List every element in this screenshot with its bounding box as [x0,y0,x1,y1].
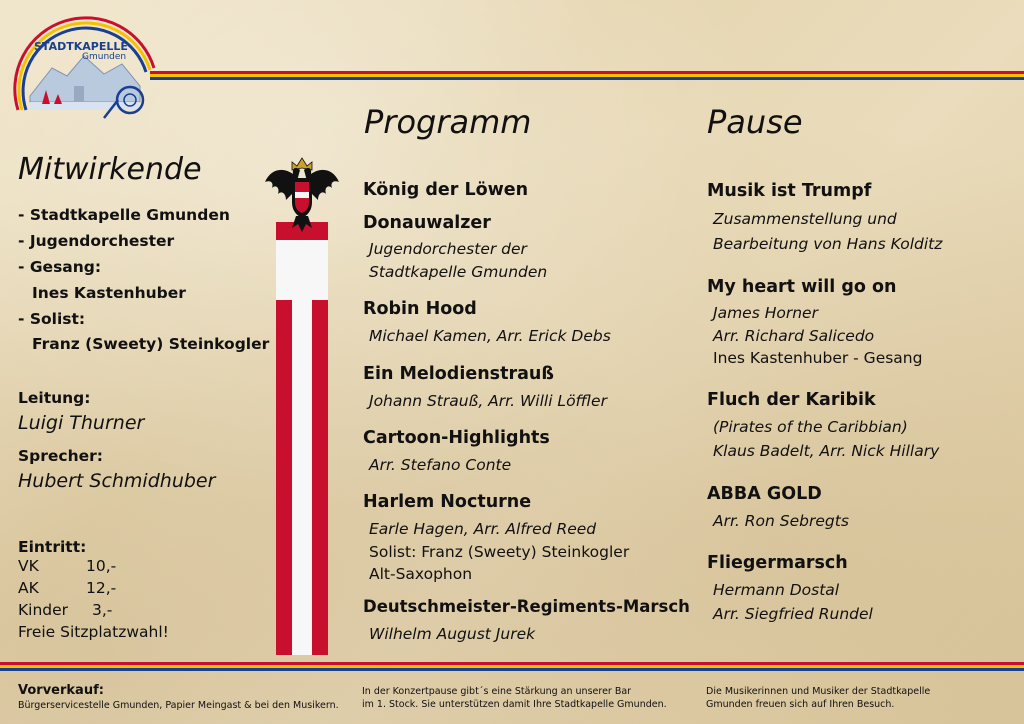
pause-title: ABBA GOLD [707,484,822,504]
vorverkauf-text: Bürgerservicestelle Gmunden, Papier Meingast & bei den Musikern. [18,700,339,711]
heading-programm: Programm [364,103,532,141]
programm-title: Cartoon-Highlights [363,428,550,448]
footer-vorverkauf [18,683,339,712]
heading-mitwirkende: Mitwirkende [18,152,202,187]
pause-detail: Bearbeitung von Hans Kolditz [713,235,943,253]
top-color-stripes [150,71,1024,80]
pause-title: Fliegermarsch [707,553,848,573]
programm-title: Donauwalzer [363,213,491,233]
programm-detail: Wilhelm August Jurek [369,625,536,643]
programm-title: Ein Melodienstrauß [363,364,554,384]
footer-bar-note [362,685,667,711]
greeting-line: Die Musikerinnen und Musiker der Stadtkapelle [706,686,931,697]
programm-detail: Solist: Franz (Sweety) Steinkogler [369,543,630,561]
programm-title: König der Löwen [363,180,529,200]
logo-horn-icon [12,6,158,130]
programm-detail: Alt-Saxophon [369,565,473,583]
greeting-line: Gmunden freuen sich auf Ihren Besuch. [706,699,895,710]
pause-detail: James Horner [713,304,818,322]
pause-detail: Zusammenstellung und [713,210,897,228]
programm-detail: Arr. Stefano Conte [369,456,512,474]
flag-white-stripe [276,240,328,300]
list-item: Franz (Sweety) Steinkogler [32,335,270,353]
pause-title: Fluch der Karibik [707,390,876,410]
programm-detail: Jugendorchester der [369,240,527,258]
list-item: - Stadtkapelle Gmunden [18,206,230,224]
list-item: - Gesang: [18,258,102,276]
sprecher-label: Sprecher: [18,447,103,465]
eintritt-label: Eintritt: [18,538,87,556]
logo-subtitle: Gmunden [82,52,127,62]
stadtkapelle-logo [12,6,158,130]
logo-title: STADTKAPELLE [34,40,128,53]
programm-detail: Michael Kamen, Arr. Erick Debs [369,327,611,345]
pause-detail: Hermann Dostal [713,581,840,599]
programm-detail: Earle Hagen, Arr. Alfred Reed [369,520,597,538]
footer-greeting [706,685,930,711]
pause-detail: Arr. Siegfried Rundel [713,605,873,623]
price-value: 12,- [86,579,117,597]
bar-note-line: im 1. Stock. Sie unterstützen damit Ihre Stadtkapelle Gmunden. [362,699,667,710]
price-value: 3,- [92,601,113,619]
sprecher-name: Hubert Schmidhuber [18,470,216,492]
flag-vertical-stripes [276,300,328,655]
pause-detail: Klaus Badelt, Arr. Nick Hillary [713,442,940,460]
pause-detail: Arr. Richard Salicedo [713,327,875,345]
seating-note: Freie Sitzplatzwahl! [18,623,169,641]
bottom-color-stripes [0,662,1024,671]
programm-title: Harlem Nocturne [363,492,532,512]
pause-title: Musik ist Trumpf [707,181,872,201]
pause-detail: Ines Kastenhuber - Gesang [713,349,923,367]
programm-title: Robin Hood [363,299,477,319]
list-item: - Solist: [18,310,86,328]
programm-detail: Johann Strauß, Arr. Willi Löffler [369,392,607,410]
heading-pause: Pause [707,103,803,141]
price-value: 10,- [86,557,117,575]
price-label: Kinder [18,601,69,619]
bar-note-line: In der Konzertpause gibt´s eine Stärkung an unserer Bar [362,686,632,697]
list-item: Ines Kastenhuber [32,284,186,302]
pause-detail: Arr. Ron Sebregts [713,512,849,530]
vorverkauf-label: Vorverkauf: [18,683,104,698]
programm-title: Deutschmeister-Regiments-Marsch [363,597,690,616]
pause-title: My heart will go on [707,277,897,297]
price-label: VK [18,557,39,575]
austrian-eagle-icon [262,152,342,236]
leitung-name: Luigi Thurner [18,412,145,434]
programm-detail: Stadtkapelle Gmunden [369,263,548,281]
leitung-label: Leitung: [18,389,91,407]
pause-detail: (Pirates of the Caribbian) [713,418,908,436]
price-label: AK [18,579,39,597]
list-item: - Jugendorchester [18,232,175,250]
